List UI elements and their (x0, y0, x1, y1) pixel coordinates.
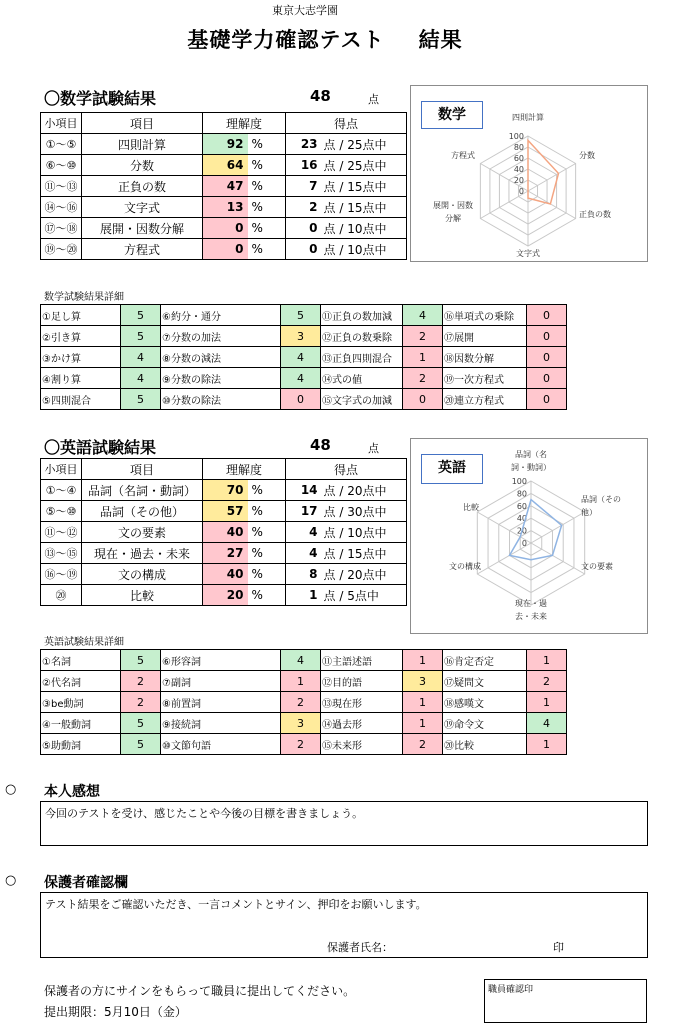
row-pct-unit: % (248, 239, 286, 260)
col-header-score: 得点 (286, 113, 407, 134)
detail-value: 3 (281, 326, 321, 347)
row-score: 14 (286, 480, 324, 501)
col-header-pct: 理解度 (203, 113, 286, 134)
detail-value: 4 (281, 347, 321, 368)
row-sub: ⑭～⑯ (41, 197, 82, 218)
row-pct: 0 (203, 239, 248, 260)
detail-value: 1 (403, 347, 443, 368)
detail-row (41, 347, 567, 368)
detail-name: ⑭式の値 (321, 368, 403, 389)
math-radar-svg (411, 86, 649, 263)
detail-name: ⑮未来形 (321, 734, 403, 755)
detail-value: 2 (281, 734, 321, 755)
radar-tick-label: 0 (521, 539, 527, 548)
english-section-title: 〇英語試験結果 (44, 438, 157, 457)
detail-name: ⑩文節句語 (161, 734, 281, 755)
guardian-text: テスト結果をご確認いただき、一言コメントとサイン、押印をお願いします。 (45, 898, 427, 911)
row-pct: 40 (203, 564, 248, 585)
row-score-rest: 点 / 20点中 (324, 480, 407, 501)
row-score-rest: 点 / 15点中 (324, 176, 407, 197)
detail-name: ⑫正負の数乗除 (321, 326, 403, 347)
radar-tick-label: 80 (516, 489, 527, 499)
detail-row (41, 650, 567, 671)
col-header-sub: 小項目 (41, 113, 82, 134)
guardian-name-label: 保護者氏名： (327, 941, 393, 954)
detail-name: ⑱感嘆文 (443, 692, 527, 713)
detail-name: ⑭過去形 (321, 713, 403, 734)
detail-name: ⑯単項式の乗除 (443, 305, 527, 326)
row-pct: 0 (203, 218, 248, 239)
detail-name: ⑤四則混合 (41, 389, 121, 410)
radar-tick-label: 20 (516, 526, 527, 536)
detail-row (41, 389, 567, 410)
math-chart-tag: 数学 (421, 101, 483, 129)
math-detail-table (40, 304, 567, 410)
staff-confirm-box[interactable] (484, 979, 647, 1023)
detail-row (41, 713, 567, 734)
row-item: 文字式 (82, 197, 203, 218)
detail-name: ⑨分数の除法 (161, 368, 281, 389)
title-main: 基礎学力確認テスト (187, 28, 385, 52)
radar-category-label: 品詞（名詞・動詞） (511, 450, 551, 472)
footer-note: 保護者の方にサインをもらって職員に提出してください。 (44, 984, 356, 998)
detail-value: 2 (403, 368, 443, 389)
detail-value: 5 (121, 389, 161, 410)
row-score: 4 (286, 522, 324, 543)
row-item: 現在・過去・未来 (82, 543, 203, 564)
detail-value: 4 (121, 347, 161, 368)
row-pct-unit: % (248, 564, 286, 585)
footer-deadline: 提出期限：5月10日（金） (44, 1005, 187, 1019)
row-score-rest: 点 / 10点中 (324, 218, 407, 239)
row-sub: ⑰～⑱ (41, 218, 82, 239)
row-score: 16 (286, 155, 324, 176)
detail-name: ⑰疑問文 (443, 671, 527, 692)
row-score-rest: 点 / 20点中 (324, 564, 407, 585)
row-item: 四則計算 (82, 134, 203, 155)
detail-value: 0 (527, 347, 567, 368)
english-total-unit: 点 (368, 442, 379, 455)
radar-category-label: 方程式 (451, 151, 475, 160)
detail-value: 4 (403, 305, 443, 326)
radar-category-label: 文の要素 (581, 562, 613, 571)
row-pct: 27 (203, 543, 248, 564)
detail-name: ⑧前置詞 (161, 692, 281, 713)
detail-name: ⑳連立方程式 (443, 389, 527, 410)
col-header-pct: 理解度 (203, 459, 286, 480)
radar-spoke (528, 191, 576, 219)
table-row (41, 522, 407, 543)
row-item: 品詞（その他） (82, 501, 203, 522)
detail-name: ⑦副詞 (161, 671, 281, 692)
detail-name: ⑬現在形 (321, 692, 403, 713)
title-sub: 結果 (418, 28, 463, 52)
row-pct: 92 (203, 134, 248, 155)
english-detail-label: 英語試験結果詳細 (44, 637, 124, 648)
row-sub: ⑳ (41, 585, 82, 606)
detail-name: ⑮文字式の加減 (321, 389, 403, 410)
row-sub: ⑪～⑬ (41, 176, 82, 197)
row-sub: ⑥～⑩ (41, 155, 82, 176)
table-row (41, 176, 407, 197)
radar-tick-label: 100 (511, 477, 527, 486)
row-pct-unit: % (248, 480, 286, 501)
impression-box[interactable] (40, 801, 648, 846)
detail-row (41, 734, 567, 755)
row-pct: 57 (203, 501, 248, 522)
row-score-rest: 点 / 25点中 (324, 155, 407, 176)
row-sub: ①～⑤ (41, 134, 82, 155)
radar-category-label: 四則計算 (512, 113, 544, 122)
table-row (41, 197, 407, 218)
header-row (41, 113, 407, 134)
row-pct: 64 (203, 155, 248, 176)
detail-name: ⑫目的語 (321, 671, 403, 692)
radar-category-label: 文の構成 (449, 562, 481, 571)
detail-value: 3 (281, 713, 321, 734)
table-row (41, 155, 407, 176)
guardian-bullet: ○ (5, 873, 17, 888)
row-score: 8 (286, 564, 324, 585)
row-pct-unit: % (248, 155, 286, 176)
row-pct: 20 (203, 585, 248, 606)
radar-tick-label: 60 (513, 154, 524, 163)
row-sub: ①～④ (41, 480, 82, 501)
radar-tick-label: 40 (513, 165, 524, 174)
detail-name: ③be動詞 (41, 692, 121, 713)
table-row (41, 501, 407, 522)
math-detail-label: 数学試験結果詳細 (44, 292, 124, 303)
detail-value: 2 (281, 692, 321, 713)
row-sub: ⑪～⑫ (41, 522, 82, 543)
row-score-rest: 点 / 10点中 (324, 239, 407, 260)
row-pct-unit: % (248, 522, 286, 543)
row-item: 比較 (82, 585, 203, 606)
detail-value: 4 (121, 368, 161, 389)
row-score: 0 (286, 218, 324, 239)
row-pct-unit: % (248, 134, 286, 155)
table-row (41, 480, 407, 501)
row-pct-unit: % (248, 176, 286, 197)
english-radar-svg (411, 439, 649, 635)
row-score-rest: 点 / 10点中 (324, 522, 407, 543)
detail-name: ⑥約分・通分 (161, 305, 281, 326)
detail-value: 0 (527, 305, 567, 326)
row-pct: 47 (203, 176, 248, 197)
col-header-item: 項目 (82, 459, 203, 480)
radar-tick-label: 20 (513, 176, 524, 185)
radar-tick-label: 40 (516, 514, 527, 524)
detail-name: ②引き算 (41, 326, 121, 347)
row-item: 品詞（名詞・動詞） (82, 480, 203, 501)
row-score: 7 (286, 176, 324, 197)
detail-name: ⑥形容詞 (161, 650, 281, 671)
row-score-rest: 点 / 15点中 (324, 543, 407, 564)
detail-row (41, 671, 567, 692)
row-score: 2 (286, 197, 324, 218)
detail-name: ②代名詞 (41, 671, 121, 692)
table-row (41, 218, 407, 239)
detail-value: 5 (121, 734, 161, 755)
detail-name: ①名詞 (41, 650, 121, 671)
table-row (41, 564, 407, 585)
detail-row (41, 368, 567, 389)
detail-name: ⑤助動詞 (41, 734, 121, 755)
radar-category-label: 品詞（その他） (581, 495, 621, 517)
detail-name: ⑦分数の加法 (161, 326, 281, 347)
radar-tick-label: 80 (513, 143, 524, 152)
table-row (41, 585, 407, 606)
row-item: 文の構成 (82, 564, 203, 585)
row-pct-unit: % (248, 585, 286, 606)
radar-tick-label: 100 (508, 132, 524, 141)
radar-category-label: 正負の数 (579, 210, 611, 219)
detail-value: 5 (121, 305, 161, 326)
row-item: 文の要素 (82, 522, 203, 543)
detail-value: 0 (527, 326, 567, 347)
math-total-score: 48 (310, 87, 331, 105)
detail-value: 5 (121, 650, 161, 671)
math-section-title: 〇数学試験結果 (44, 89, 157, 108)
detail-value: 0 (403, 389, 443, 410)
row-pct: 70 (203, 480, 248, 501)
math-result-table (40, 112, 407, 260)
guardian-heading: 保護者確認欄 (44, 875, 128, 891)
radar-category-label: 展開・因数分解 (433, 201, 473, 223)
detail-row (41, 305, 567, 326)
detail-value: 5 (121, 326, 161, 347)
english-radar-chart (410, 438, 648, 634)
detail-value: 4 (281, 368, 321, 389)
detail-row (41, 326, 567, 347)
row-sub: ⑲～⑳ (41, 239, 82, 260)
impression-bullet: ○ (5, 782, 17, 797)
radar-spoke (528, 164, 576, 192)
radar-tick-label: 0 (518, 187, 524, 196)
detail-value: 0 (281, 389, 321, 410)
detail-name: ⑲命令文 (443, 713, 527, 734)
radar-category-label: 文字式 (516, 249, 540, 258)
col-header-score: 得点 (286, 459, 407, 480)
detail-value: 2 (403, 734, 443, 755)
col-header-sub: 小項目 (41, 459, 82, 480)
detail-value: 1 (403, 650, 443, 671)
detail-value: 1 (527, 650, 567, 671)
detail-value: 1 (403, 692, 443, 713)
row-sub: ⑯～⑲ (41, 564, 82, 585)
row-pct-unit: % (248, 543, 286, 564)
page-title (0, 24, 650, 54)
guardian-box[interactable] (40, 892, 648, 958)
detail-name: ⑯肯定否定 (443, 650, 527, 671)
english-chart-tag: 英語 (421, 454, 483, 484)
detail-value: 1 (281, 671, 321, 692)
impression-text: 今回のテストを受け、感じたことや今後の目標を書きましょう。 (45, 807, 364, 820)
row-score-rest: 点 / 15点中 (324, 197, 407, 218)
row-pct-unit: % (248, 501, 286, 522)
row-item: 方程式 (82, 239, 203, 260)
table-row (41, 239, 407, 260)
detail-name: ④一般動詞 (41, 713, 121, 734)
radar-category-label: 比較 (463, 503, 479, 512)
detail-name: ⑳比較 (443, 734, 527, 755)
detail-name: ①足し算 (41, 305, 121, 326)
radar-category-label: 現在・過去・未来 (515, 599, 547, 621)
english-result-table (40, 458, 407, 606)
radar-tick-label: 60 (516, 501, 527, 511)
english-detail-table (40, 649, 567, 755)
detail-value: 4 (281, 650, 321, 671)
detail-name: ⑧分数の減法 (161, 347, 281, 368)
row-pct: 40 (203, 522, 248, 543)
impression-heading: 本人感想 (44, 784, 100, 800)
row-item: 正負の数 (82, 176, 203, 197)
row-score: 0 (286, 239, 324, 260)
detail-value: 2 (403, 326, 443, 347)
row-score: 4 (286, 543, 324, 564)
detail-value: 5 (121, 713, 161, 734)
row-score-rest: 点 / 25点中 (324, 134, 407, 155)
table-row (41, 543, 407, 564)
detail-name: ⑬正負四則混合 (321, 347, 403, 368)
row-pct-unit: % (248, 218, 286, 239)
detail-value: 1 (403, 713, 443, 734)
detail-name: ⑪正負の数加減 (321, 305, 403, 326)
detail-value: 3 (403, 671, 443, 692)
row-sub: ⑤～⑩ (41, 501, 82, 522)
detail-name: ③かけ算 (41, 347, 121, 368)
staff-confirm-label: 職員確認印 (488, 985, 534, 995)
detail-value: 2 (121, 671, 161, 692)
detail-name: ④割り算 (41, 368, 121, 389)
detail-value: 0 (527, 389, 567, 410)
detail-row (41, 692, 567, 713)
math-total-unit: 点 (368, 93, 379, 106)
detail-value: 2 (527, 671, 567, 692)
detail-name: ⑨接続詞 (161, 713, 281, 734)
detail-value: 1 (527, 734, 567, 755)
row-score: 1 (286, 585, 324, 606)
row-item: 分数 (82, 155, 203, 176)
detail-value: 5 (281, 305, 321, 326)
row-score-rest: 点 / 5点中 (324, 585, 407, 606)
detail-value: 0 (527, 368, 567, 389)
school-name: 東京大志学園 (272, 4, 338, 17)
math-radar-chart (410, 85, 648, 262)
radar-category-label: 分数 (579, 151, 595, 160)
row-sub: ⑬～⑮ (41, 543, 82, 564)
detail-value: 2 (121, 692, 161, 713)
row-item: 展開・因数分解 (82, 218, 203, 239)
detail-name: ⑰展開 (443, 326, 527, 347)
row-score: 17 (286, 501, 324, 522)
detail-value: 1 (527, 692, 567, 713)
row-score-rest: 点 / 30点中 (324, 501, 407, 522)
detail-name: ⑪主語述語 (321, 650, 403, 671)
row-score: 23 (286, 134, 324, 155)
row-pct: 13 (203, 197, 248, 218)
detail-value: 4 (527, 713, 567, 734)
col-header-item: 項目 (82, 113, 203, 134)
detail-name: ⑱因数分解 (443, 347, 527, 368)
detail-name: ⑩分数の除法 (161, 389, 281, 410)
row-pct-unit: % (248, 197, 286, 218)
table-row (41, 134, 407, 155)
header-row (41, 459, 407, 480)
detail-name: ⑲一次方程式 (443, 368, 527, 389)
english-total-score: 48 (310, 436, 331, 454)
guardian-seal-mark: 印 (553, 941, 564, 954)
